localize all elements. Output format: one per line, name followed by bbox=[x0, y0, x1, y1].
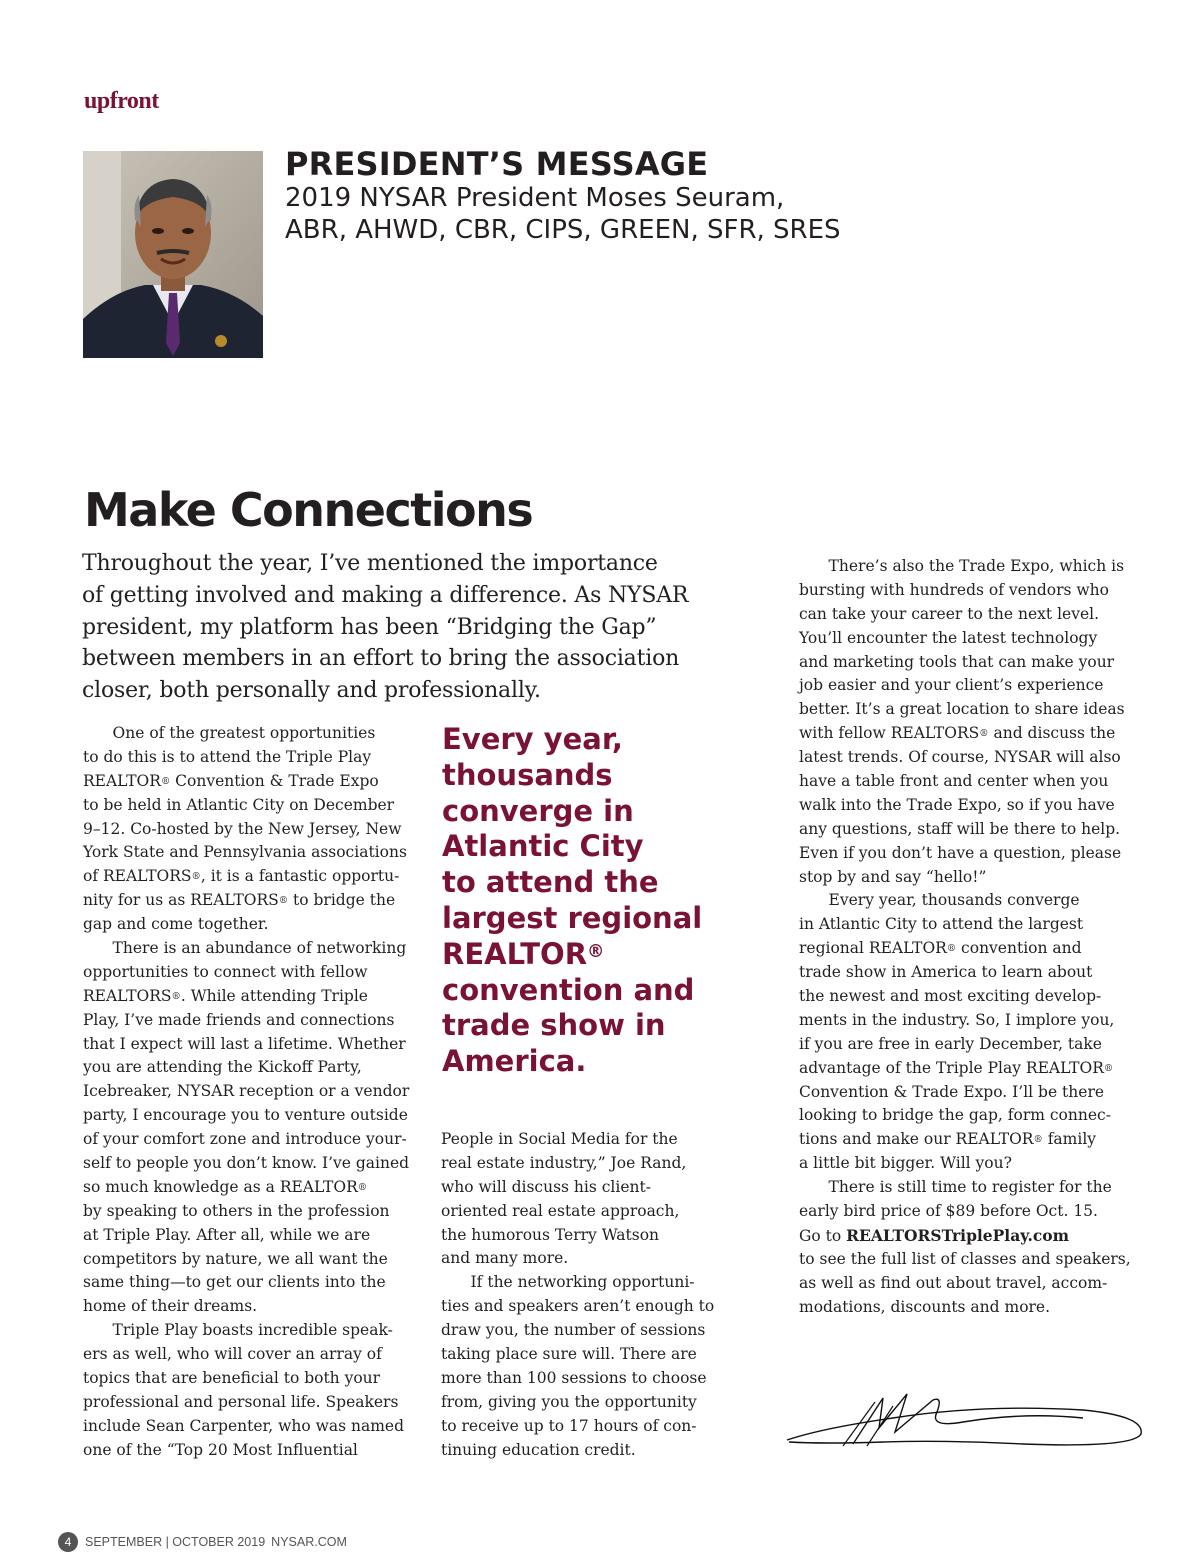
column-3-text bbox=[799, 555, 1131, 1224]
body-line: oriented real estate approach, bbox=[441, 1201, 680, 1220]
body-line: and marketing tools that can make your bbox=[799, 652, 1115, 671]
body-line: modations, discounts and more. bbox=[799, 1297, 1051, 1316]
body-line: looking to bridge the gap, form connec- bbox=[799, 1106, 1111, 1125]
body-line: home of their dreams. bbox=[83, 1297, 258, 1316]
body-line: ties and speakers aren’t enough to bbox=[441, 1297, 715, 1316]
pull-quote-line: to attend the bbox=[442, 865, 659, 900]
president-name-line: 2019 NYSAR President Moses Seuram, bbox=[285, 183, 785, 213]
body-line: regional REALTOR® convention and bbox=[799, 939, 1082, 958]
body-line: job easier and your client’s experience bbox=[799, 676, 1104, 695]
pull-quote-line: thousands bbox=[442, 757, 613, 792]
body-line: as well as find out about travel, accom- bbox=[799, 1273, 1108, 1292]
body-line: nity for us as REALTORS® to bridge the bbox=[83, 891, 396, 910]
body-line: professional and personal life. Speakers bbox=[83, 1392, 399, 1411]
body-line: with fellow REALTORS® and discuss the bbox=[799, 724, 1116, 743]
body-line: of your comfort zone and introduce your- bbox=[83, 1130, 407, 1149]
body-line: ments in the industry. So, I implore you, bbox=[799, 1010, 1115, 1029]
body-line: REALTORS®. While attending Triple bbox=[83, 986, 368, 1005]
body-line: There is still time to register for the bbox=[799, 1178, 1112, 1197]
body-line: Even if you don’t have a question, please bbox=[799, 843, 1122, 862]
body-line: opportunities to connect with fellow bbox=[83, 962, 368, 981]
body-line: so much knowledge as a REALTOR® bbox=[83, 1177, 368, 1196]
triple-play-link[interactable]: REALTORSTriplePlay.com bbox=[846, 1225, 1070, 1245]
section-label: upfront bbox=[84, 88, 159, 114]
pull-quote-line: largest regional bbox=[442, 900, 703, 935]
goto-prefix: Go to bbox=[799, 1226, 847, 1245]
article-headline: Make Connections bbox=[84, 483, 533, 537]
body-line: to see the full list of classes and speakers, bbox=[799, 1249, 1131, 1268]
president-portrait bbox=[83, 151, 263, 358]
body-line: a little bit bigger. Will you? bbox=[799, 1154, 1012, 1173]
body-line: same thing—to get our clients into the bbox=[83, 1273, 386, 1292]
intro-line: closer, both personally and professionally. bbox=[82, 678, 541, 703]
body-line: more than 100 sessions to choose bbox=[441, 1368, 707, 1387]
intro-line: between members in an effort to bring the association bbox=[82, 646, 680, 671]
body-line: to do this is to attend the Triple Play bbox=[83, 747, 372, 766]
body-line: one of the “Top 20 Most Influential bbox=[83, 1440, 358, 1459]
body-line: better. It’s a great location to share ideas bbox=[799, 700, 1125, 719]
page-number: 4 bbox=[58, 1532, 78, 1552]
footer-site: NYSAR.COM bbox=[271, 1535, 347, 1549]
issue-date: SEPTEMBER | OCTOBER 2019 bbox=[85, 1535, 266, 1549]
body-line: from, giving you the opportunity bbox=[441, 1392, 697, 1411]
intro-line: Throughout the year, I’ve mentioned the importance bbox=[82, 551, 658, 576]
intro-line: president, my platform has been “Bridging the Gap” bbox=[82, 615, 657, 640]
body-line: can take your career to the next level. bbox=[799, 604, 1100, 623]
body-line: the newest and most exciting develop- bbox=[799, 987, 1102, 1006]
body-line: that I expect will last a lifetime. Whether bbox=[83, 1034, 406, 1053]
pull-quote-line: convention and bbox=[442, 972, 695, 1007]
column-3-text bbox=[799, 1248, 1131, 1320]
pull-quote-line: trade show in bbox=[442, 1008, 666, 1043]
president-credentials-line: ABR, AHWD, CBR, CIPS, GREEN, SFR, SRES bbox=[285, 215, 841, 245]
pull-quote-line bbox=[442, 937, 702, 973]
body-line: taking place sure will. There are bbox=[441, 1345, 697, 1364]
body-line: Triple Play boasts incredible speak- bbox=[83, 1321, 393, 1340]
body-line: to receive up to 17 hours of con- bbox=[441, 1416, 697, 1435]
body-line: latest trends. Of course, NYSAR will also bbox=[799, 748, 1121, 767]
body-line: walk into the Trade Expo, so if you have bbox=[799, 795, 1115, 814]
president-signature bbox=[783, 1388, 1145, 1452]
body-line: People in Social Media for the bbox=[441, 1130, 678, 1148]
body-line: Convention & Trade Expo. I’ll be there bbox=[799, 1082, 1105, 1101]
pull-quote-line: Every year, bbox=[442, 722, 623, 756]
body-line: to be held in Atlantic City on December bbox=[83, 795, 395, 814]
body-line: draw you, the number of sessions bbox=[441, 1321, 706, 1340]
body-line: Play, I’ve made friends and connections bbox=[83, 1010, 395, 1029]
body-line: topics that are beneficial to both your bbox=[83, 1369, 381, 1388]
body-line: trade show in America to learn about bbox=[799, 963, 1093, 982]
registered-mark: ® bbox=[587, 941, 605, 962]
body-line: ers as well, who will cover an array of bbox=[83, 1345, 382, 1364]
body-line: Every year, thousands converge bbox=[799, 891, 1080, 910]
body-line: There is an abundance of networking bbox=[83, 939, 407, 958]
body-line: stop by and say “hello!” bbox=[799, 867, 987, 886]
body-line: of REALTORS®, it is a fantastic opportu- bbox=[83, 867, 400, 886]
body-column-1 bbox=[83, 722, 409, 1463]
body-line: in Atlantic City to attend the largest bbox=[799, 915, 1084, 934]
body-line: real estate industry,” Joe Rand, bbox=[441, 1153, 687, 1172]
pull-quote-line: converge in bbox=[442, 793, 634, 828]
presidents-message-heading: PRESIDENT’S MESSAGE bbox=[285, 145, 709, 183]
goto-line bbox=[799, 1224, 1131, 1248]
body-line: party, I encourage you to venture outside bbox=[83, 1106, 408, 1125]
body-line: self to people you don’t know. I’ve gained bbox=[83, 1154, 410, 1173]
body-line: gap and come together. bbox=[83, 915, 269, 934]
pull-quote-line: America. bbox=[442, 1044, 587, 1079]
body-line: You’ll encounter the latest technology bbox=[799, 628, 1098, 647]
body-column-3 bbox=[799, 555, 1131, 1320]
body-line: tinuing education credit. bbox=[441, 1440, 636, 1459]
body-line: There’s also the Trade Expo, which is bbox=[799, 557, 1125, 575]
body-line: early bird price of $89 before Oct. 15. bbox=[799, 1202, 1098, 1221]
body-line: One of the greatest opportunities bbox=[83, 724, 376, 742]
body-line: 9–12. Co-hosted by the New Jersey, New bbox=[83, 819, 402, 838]
body-line: advantage of the Triple Play REALTOR® bbox=[799, 1058, 1114, 1077]
pull-quote bbox=[442, 722, 702, 1080]
body-line: if you are free in early December, take bbox=[799, 1034, 1102, 1053]
page-footer bbox=[58, 1531, 347, 1553]
body-column-2 bbox=[441, 1128, 714, 1462]
body-line: the humorous Terry Watson bbox=[441, 1225, 660, 1244]
body-line: and many more. bbox=[441, 1249, 569, 1268]
body-line: at Triple Play. After all, while we are bbox=[83, 1225, 371, 1244]
body-line: by speaking to others in the profession bbox=[83, 1201, 390, 1220]
body-line: bursting with hundreds of vendors who bbox=[799, 580, 1109, 599]
body-line: REALTOR® Convention & Trade Expo bbox=[83, 771, 379, 790]
body-line: If the networking opportuni- bbox=[441, 1273, 695, 1292]
body-line: any questions, staff will be there to help. bbox=[799, 819, 1121, 838]
intro-line: of getting involved and making a difference. As NYSAR bbox=[82, 583, 689, 608]
pull-quote-text: REALTOR bbox=[442, 936, 588, 971]
body-line: Icebreaker, NYSAR reception or a vendor bbox=[83, 1082, 410, 1101]
body-line: York State and Pennsylvania associations bbox=[83, 843, 407, 862]
body-line: who will discuss his client- bbox=[441, 1177, 651, 1196]
body-line: you are attending the Kickoff Party, bbox=[83, 1058, 362, 1077]
body-line: include Sean Carpenter, who was named bbox=[83, 1416, 404, 1435]
body-line: tions and make our REALTOR® family bbox=[799, 1130, 1097, 1149]
pull-quote-line: Atlantic City bbox=[442, 829, 644, 864]
body-line: competitors by nature, we all want the bbox=[83, 1249, 388, 1268]
portrait-illustration bbox=[83, 151, 263, 358]
body-line: have a table front and center when you bbox=[799, 772, 1109, 791]
